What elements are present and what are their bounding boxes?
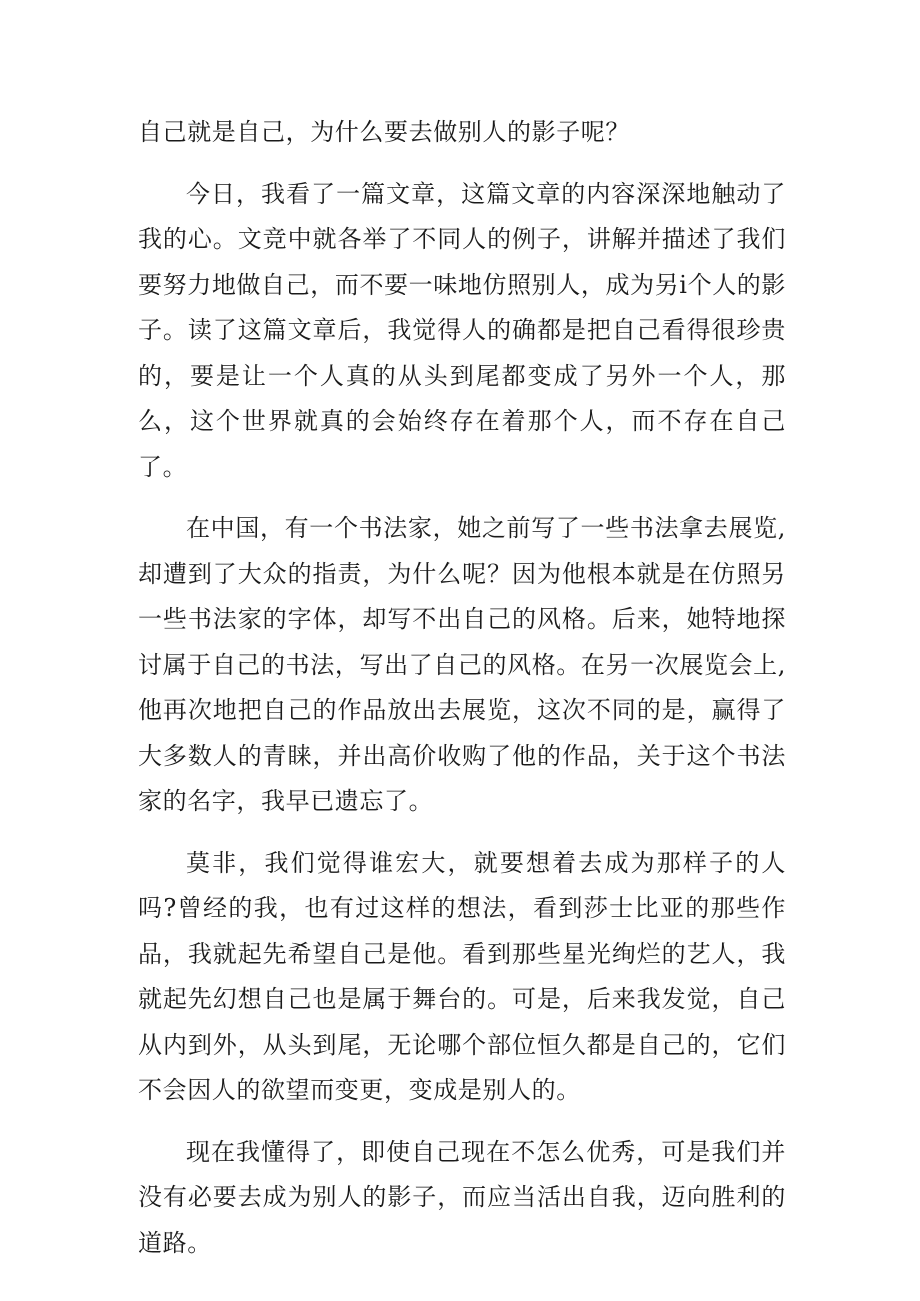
paragraph-1: 自己就是自己，为什么要去做别人的影子呢？ [138,118,630,146]
paragraph-5: 现在我懂得了，即使自己现在不怎么优秀，可是我们并没有必要去成为别人的影子，而应当活出自我，迈向胜利的道路。 [138,1137,786,1257]
document-body [138,110,786,1282]
paragraph-4: 莫非，我们觉得谁宏大，就要想着去成为那样子的人吗?曾经的我，也有过这样的想法，看到莎士比亚的那些作品，我就起先希望自己是他。看到那些星光绚烂的艺人，我就起先幻想自己也是属于舞台的。可是，后来我发觉，自己从内到外，从头到尾，无论哪个部位恒久都是自己的，它们不会因人的欲望而变更，变成是别人的。 [138,848,786,1104]
paragraph-3: 在中国，有一个书法家，她之前写了一些书法拿去展览,却遭到了大众的指责，为什么呢？因为他根本就是在仿照另一些书法家的字体，却写不出自己的风格。后来，她特地探讨属于自己的书法，写出了自己的风格。在另一次展览会上,他再次地把自己的作品放出去展览，这次不同的是，赢得了大多数人的青睐，并出高价收购了他的作品，关于这个书法家的名字，我早已遗忘了。 [138,514,786,815]
paragraph-2: 今日，我看了一篇文章，这篇文章的内容深深地触动了我的心。文竞中就各举了不同人的例子，讲解并描述了我们要努力地做自己，而不要一味地仿照别人，成为另i个人的影子。读了这篇文章后，我觉得人的确都是把自己看得很珍贵的，要是让一个人真的从头到尾都变成了另外一个人，那么，这个世界就真的会始终存在着那个人，而不存在自己了。 [138,179,786,481]
